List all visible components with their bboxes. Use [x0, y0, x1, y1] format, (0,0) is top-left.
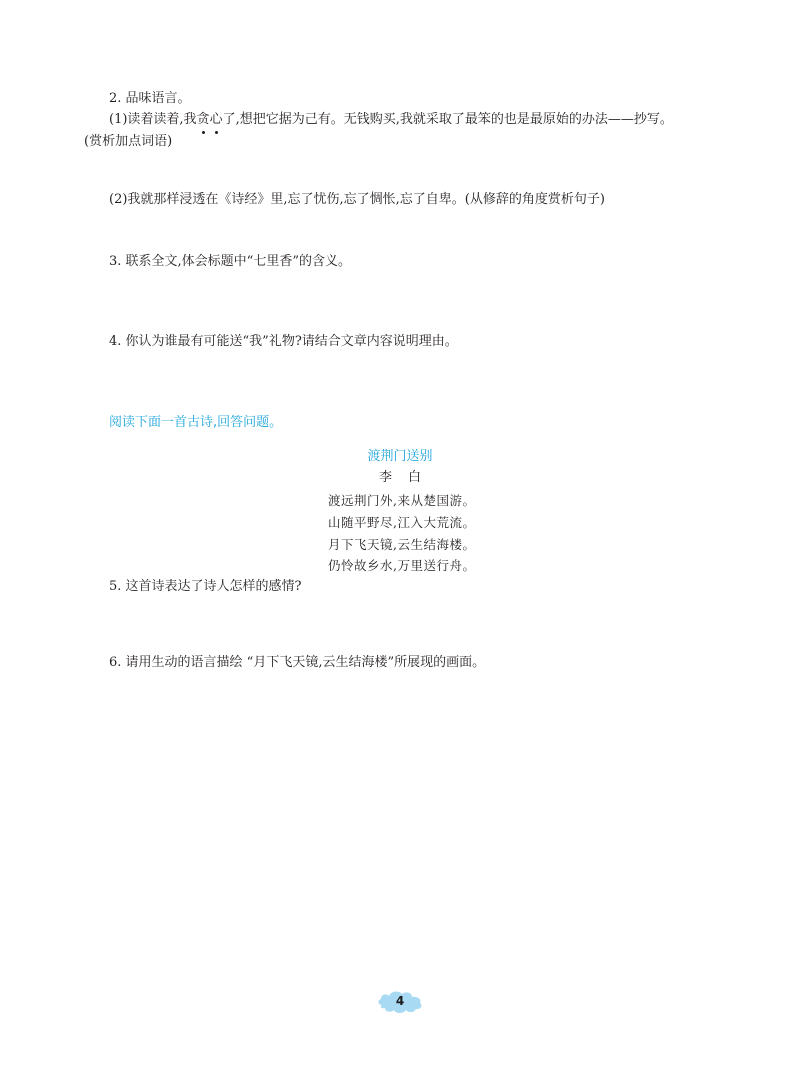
poem-line-4: 仍怜故乡水,万里送行舟。: [328, 558, 476, 573]
emphasis-dot-char-2: 心: [209, 112, 223, 127]
poem-line-3: 月下飞天镜,云生结海楼。: [328, 537, 476, 552]
emphasis-dot-char-1: 贪: [196, 112, 210, 127]
page-number: 4: [395, 994, 405, 1008]
question-5-text: 5. 这首诗表达了诗人怎样的感情?: [109, 579, 302, 594]
question-2-1-note: (赏析加点词语): [84, 134, 173, 149]
question-2-1-after: 了,想把它据为己有。无钱购买,我就采取了最笨的也是最原始的办法——抄写。: [222, 112, 673, 127]
question-4-text: 4. 你认为谁最有可能送“我”礼物?请结合文章内容说明理由。: [109, 334, 458, 349]
question-2-2-text: (2)我就那样浸透在《诗经》里,忘了忧伤,忘了惆怅,忘了自卑。(从修辞的角度赏析句子): [109, 192, 605, 207]
poem-line-1: 渡远荆门外,来从楚国游。: [328, 493, 476, 508]
poem-line-2: 山随平野尽,江入大荒流。: [328, 515, 476, 530]
reading-instruction: 阅读下面一首古诗,回答问题。: [109, 415, 283, 430]
poem-author: 李白: [378, 470, 437, 485]
question-3-text: 3. 联系全文,体会标题中“七里香”的含义。: [109, 254, 351, 269]
page-number-badge: [376, 990, 424, 1016]
question-2-1-before: (1)读着读着,我: [109, 112, 197, 127]
question-6-text: 6. 请用生动的语言描绘 “月下飞天镜,云生结海楼”所展现的画面。: [109, 655, 486, 670]
question-2-1-text: [109, 111, 673, 129]
question-2-heading: 2. 品味语言。: [109, 91, 191, 106]
poem-title: 渡荆门送别: [367, 449, 433, 464]
